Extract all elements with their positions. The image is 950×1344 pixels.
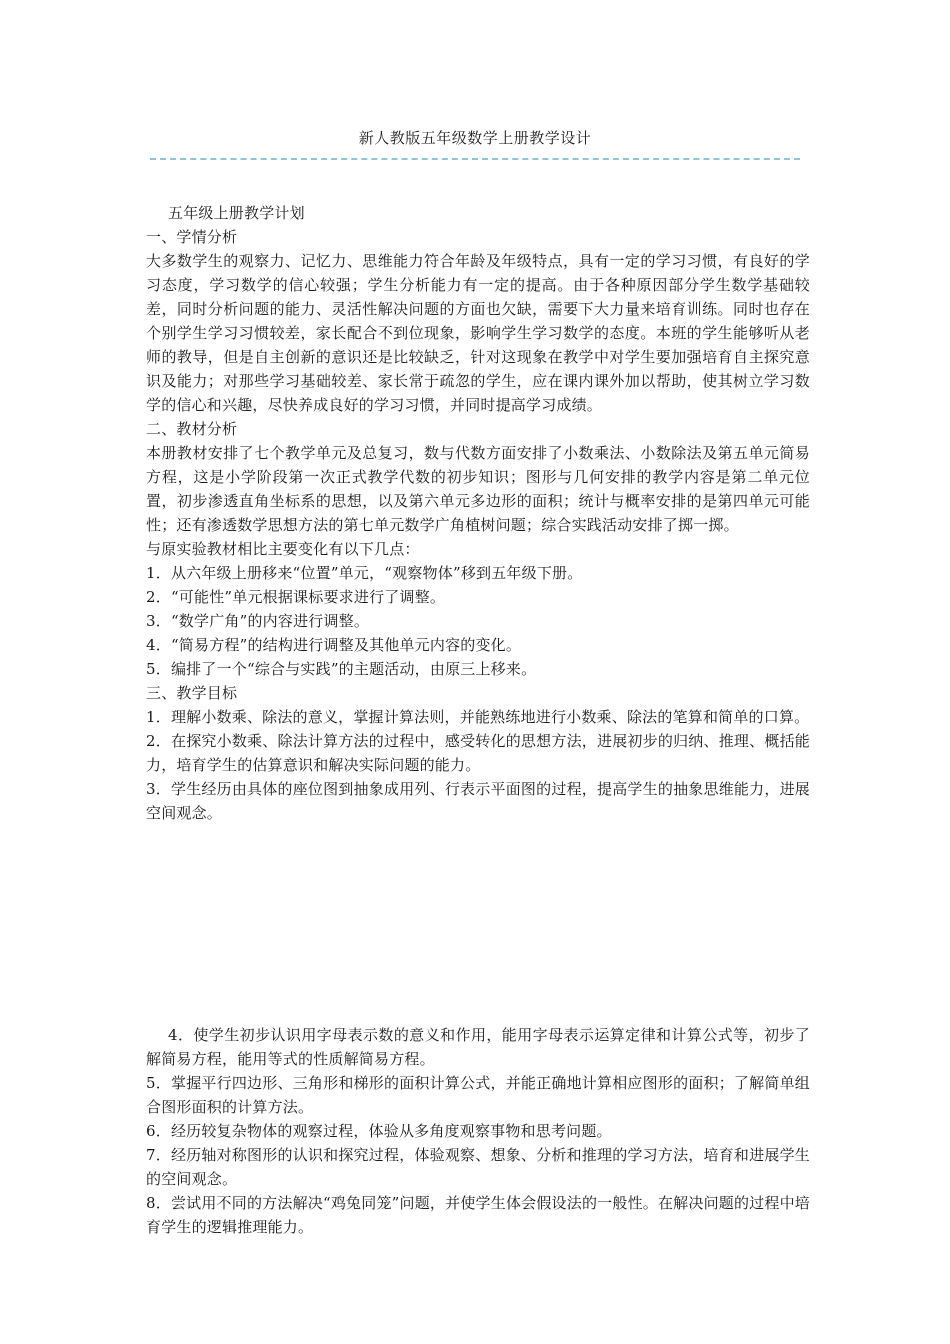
section-heading-goals: 三、教学目标 xyxy=(146,684,238,702)
goal-item: 8．尝试用不同的方法解决“鸡兔同笼”问题，并使学生体会假设法的一般性。在解决问题的过程中培育学生的逻辑推理能力。 xyxy=(146,1194,810,1236)
goal-item: 6．经历较复杂物体的观察过程，体验从多角度观察事物和思考问题。 xyxy=(146,1122,612,1140)
change-item: 1．从六年级上册移来“位置”单元，“观察物体”移到五年级下册。 xyxy=(146,564,583,582)
section-heading-situation: 一、学情分析 xyxy=(146,228,238,246)
change-item: 2．“可能性”单元根据课标要求进行了调整。 xyxy=(146,588,446,606)
section-body-situation: 大多数学生的观察力、记忆力、思维能力符合年龄及年级特点，具有一定的学习习惯，有良好的学习态度，学习数学的信心较强；学生分析能力有一定的提高。由于各种原因部分学生数学基础较差，同时分析问题的能力、灵活性解决问题的方面也欠缺，需要下大力量来培育训练。同时也存在个别学生学习习惯较差，家长配合不到位现象，影响学生学习数学的态度。本班的学生能够听从老师的教导，但是自主创新的意识还是比较缺乏，针对这现象在教学中对学生要加强培育自主探究意识及能力；对那些学习基础较差、家长常于疏忽的学生，应在课内课外加以帮助，使其树立学习数学的信心和兴趣，尽快养成良好的学习习惯，并同时提高学习成绩。 xyxy=(146,252,810,414)
plan-title: 五年级上册教学计划 xyxy=(168,204,305,222)
changes-intro: 与原实验教材相比主要变化有以下几点： xyxy=(146,540,420,558)
goal-item: 1．理解小数乘、除法的意义，掌握计算法则，并能熟练地进行小数乘、除法的笔算和简单的口算。 xyxy=(146,708,810,726)
goal-item: 7．经历轴对称图形的认识和探究过程，体验观察、想象、分析和推理的学习方法，培育和进展学生的空间观念。 xyxy=(146,1146,810,1188)
section-body-textbook: 本册教材安排了七个教学单元及总复习，数与代数方面安排了小数乘法、小数除法及第五单元简易方程，这是小学阶段第一次正式教学代数的初步知识；图形与几何安排的教学内容是第二单元位置，初步渗透直角坐标系的思想，以及第六单元多边形的面积；统计与概率安排的是第四单元可能性；还有渗透数学思想方法的第七单元数学广角植树问题；综合实践活动安排了掷一掷。 xyxy=(146,444,810,534)
goal-item: 2．在探究小数乘、除法计算方法的过程中，感受转化的思想方法，进展初步的归纳、推理、概括能力，培育学生的估算意识和解决实际问题的能力。 xyxy=(146,732,810,774)
page-text-block-lower xyxy=(146,1023,810,1239)
goal-item: 5．掌握平行四边形、三角形和梯形的面积计算公式，并能正确地计算相应图形的面积；了解简单组合图形面积的计算方法。 xyxy=(146,1074,810,1116)
change-item: 3．“数学广角”的内容进行调整。 xyxy=(146,612,370,630)
change-item: 5．编排了一个“综合与实践”的主题活动，由原三上移来。 xyxy=(146,660,537,678)
title-dashed-divider xyxy=(150,158,800,160)
page-text-block-upper xyxy=(146,201,810,825)
goal-item: 4．使学生初步认识用字母表示数的意义和作用，能用字母表示运算定律和计算公式等，初步了解简易方程，能用等式的性质解简易方程。 xyxy=(146,1026,810,1068)
change-item: 4．“简易方程”的结构进行调整及其他单元内容的变化。 xyxy=(146,636,522,654)
goal-item: 3．学生经历由具体的座位图到抽象成用列、行表示平面图的过程，提高学生的抽象思维能力，进展空间观念。 xyxy=(146,780,810,822)
document-title: 新人教版五年级数学上册教学设计 xyxy=(358,129,592,147)
section-heading-textbook: 二、教材分析 xyxy=(146,420,238,438)
